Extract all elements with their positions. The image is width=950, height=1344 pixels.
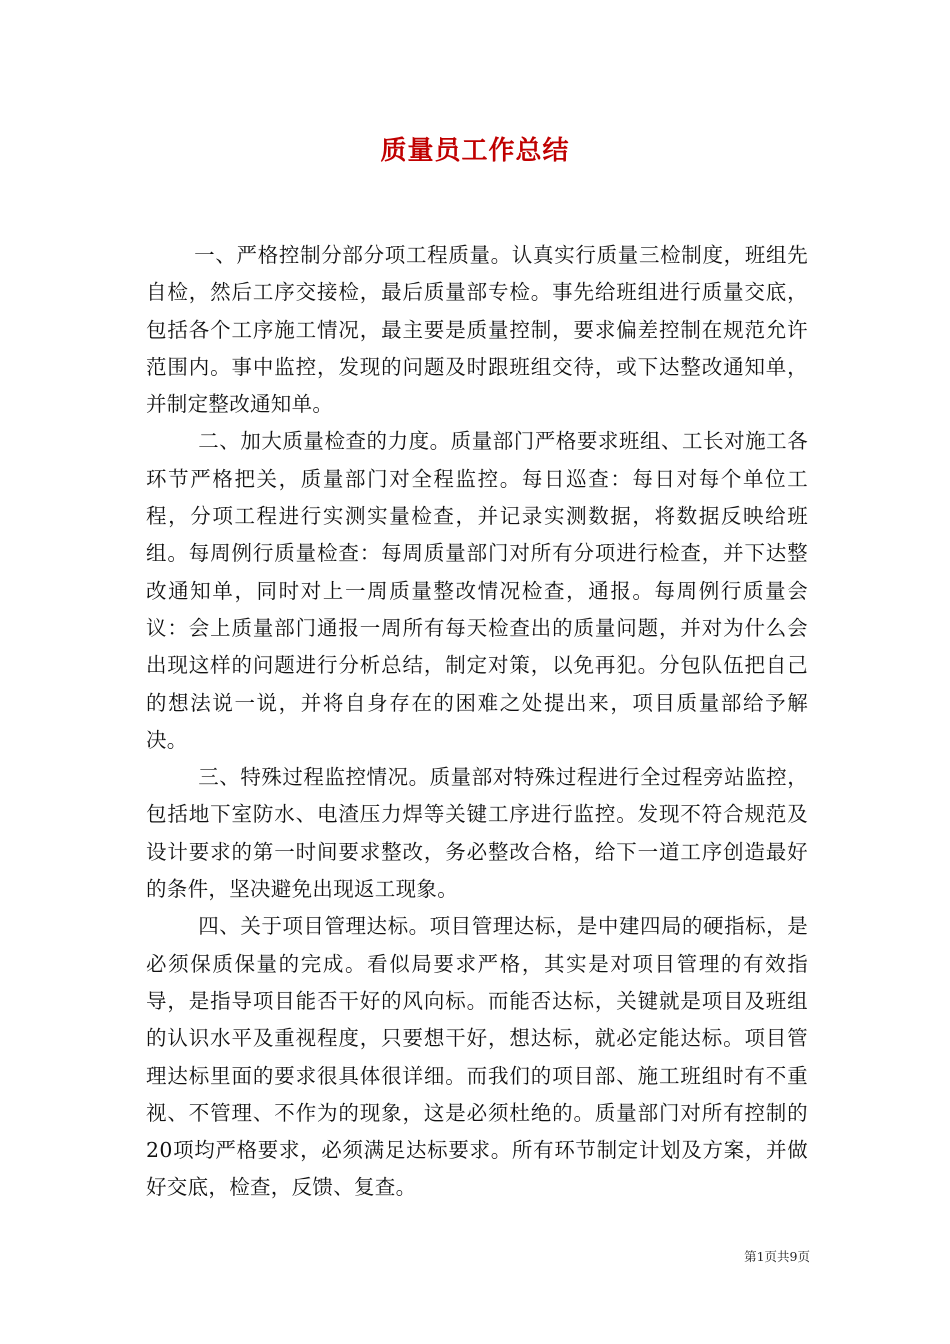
paragraph-4: 四、关于项目管理达标。项目管理达标，是中建四局的硬指标，是必须保质保量的完成。看似局要求严格，其实是对项目管理的有效指导，是指导项目能否干好的风向标。而能否达标，关键就是项目及班组的认识水平及重视程度，只要想干好，想达标，就必定能达标。项目管理达标里面的要求很具体很详细。而我们的项目部、施工班组时有不重视、不管理、不作为的现象，这是必须杜绝的。质量部门对所有控制的20项均严格要求，必须满足达标要求。所有环节制定计划及方案，并做好交底，检查，反馈、复查。 [146, 914, 808, 1200]
paragraph-1: 一、严格控制分部分项工程质量。认真实行质量三检制度，班组先自检，然后工序交接检，最后质量部专检。事先给班组进行质量交底，包括各个工序施工情况，最主要是质量控制，要求偏差控制在规范允许范围内。事中监控，发现的问题及时跟班组交待，或下达整改通知单，并制定整改通知单。 [146, 243, 808, 417]
paragraph-3: 三、特殊过程监控情况。质量部对特殊过程进行全过程旁站监控，包括地下室防水、电渣压力焊等关键工序进行监控。发现不符合规范及设计要求的第一时间要求整改，务必整改合格，给下一道工序创造最好的条件，坚决避免出现返工现象。 [146, 765, 808, 902]
page-number: 第1页共9页 [744, 1249, 810, 1264]
document-title: 质量员工作总结 [380, 136, 570, 166]
document-body [146, 237, 808, 1207]
paragraph-2: 二、加大质量检查的力度。质量部门严格要求班组、工长对施工各环节严格把关，质量部门对全程监控。每日巡查：每日对每个单位工程，分项工程进行实测实量检查，并记录实测数据，将数据反映给班组。每周例行质量检查：每周质量部门对所有分项进行检查，并下达整改通知单，同时对上一周质量整改情况检查，通报。每周例行质量会议：会上质量部门通报一周所有每天检查出的质量问题，并对为什么会出现这样的问题进行分析总结，制定对策，以免再犯。分包队伍把自己的想法说一说，并将自身存在的困难之处提出来，项目质量部给予解决。 [146, 429, 808, 752]
